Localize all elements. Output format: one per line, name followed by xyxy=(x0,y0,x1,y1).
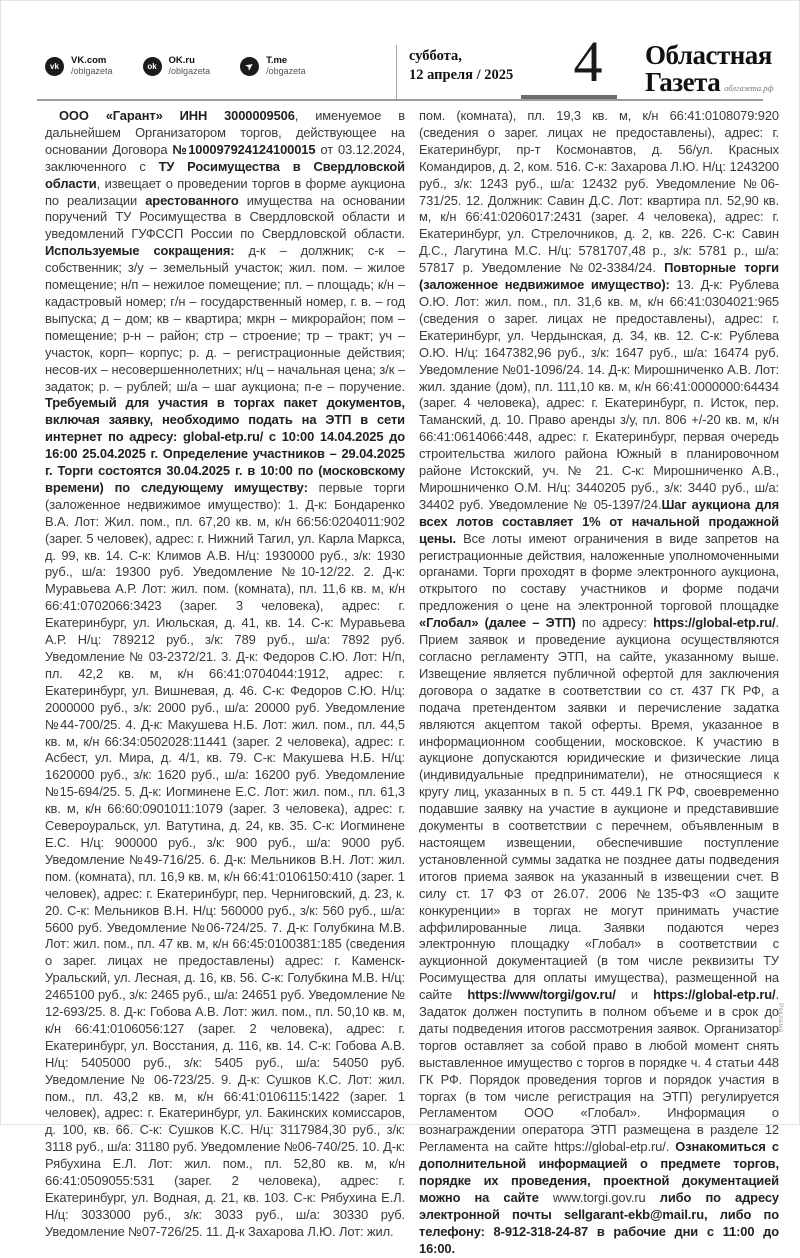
advertisement-marker: Реклама xyxy=(777,1003,784,1033)
issue-date-weekday: суббота, xyxy=(409,48,462,64)
telegram-plane-glyph: ➤ xyxy=(243,59,256,72)
vk-icon: vk xyxy=(45,57,64,76)
social-text-vk xyxy=(71,55,113,77)
page-number: 4 xyxy=(573,29,603,94)
social-item-vk xyxy=(45,55,113,77)
social-handle-label: /obgazeta xyxy=(266,66,306,76)
telegram-icon xyxy=(240,57,259,76)
masthead-title-line2 xyxy=(645,69,774,102)
masthead-title-line1: Областная xyxy=(645,40,772,70)
article-column-1: ООО «Гарант» ИНН 3000009506, именуемое в дальнейшем Организатором торгов, действующее на основании Договора №100097924124100015 от 03.12.2024, заключенного с ТУ Росимущества в Свердловской области, извещает о проведении торгов в форме аукциона по реализации арестованного имущества на основании поручений ТУ Росимущества в Свердловской области и уведомлений ГУФССП России по Свердловской области. Используемые сокращения: д-к – должник; с-к – собственник; з/у – земельный участок; жил. пом. – жилое помещение; н/п – нежилое помещение; пл. – площадь; к/н – кадастровый номер; г/н – государственный номер, г. в. – год выпуска; д – дом; кв – квартира; мкрн – микрорайон; пом – помещение; р-н – район; стр – строение; тр – тракт; уч – участок, корп– корпус; р. д. – регистрационные действия; несов-их – несовершеннолетних; н/ц – начальная цена; з/к – задаток; р. – рублей; ш/а – шаг аукциона; п-е – поручение. Требуемый для участия в торгах пакет документов, включая заявку, необходимо подать на ЭТП в сети интернет по адресу: global-etp.ru/ с 10:00 14.04.2025 до 16:00 25.04.2025 г. Определение участников – 29.04.2025 г. Торги состоятся 30.04.2025 г. в 10:00 по (московскому времени) по следующему имуществу: первые торги (заложенное недвижимое имущество): 1. Д-к: Бондаренко В.А. Лот: Жил. пом., пл. 67,20 кв. м, к/н 66:56:0204011:902 (зарег. 5 человек), адрес: г. Нижний Тагил, ул. Карла Маркса, д. 99, кв. 14. С-к: Климов А.В. Н/ц: 1930000 руб., з/к: 1930 руб., ш/а: 19300 руб. Уведомление №10-12/22. 2. Д-к: Муравьева А.Р. Лот: жил. пом. (комната), пл. 11,6 кв. м, к/н 66:41:0702066:3423 (зарег. 3 человека), адрес: г. Екатеринбург, ул. Июльская, д. 41, кв. 14. С-к: Муравьева А.Р. Н/ц: 789212 руб., з/к: 789 руб., ш/а: 7892 руб. Уведомление № 03-2372/21. 3. Д-к: Федоров С.Ю. Лот: Н/п, пл. 42,2 кв. м, к/н 66:41:0704044:1912, адрес: г. Екатеринбург, ул. Вишневая, д. 46. С-к: Федоров С.Ю. Н/ц: 2000000 руб., з/к: 2000 руб., ш/а: 20000 руб. Уведомление №44-700/25. 4. Д-к: Макушева Н.Б. Лот: жил. пом., пл. 44,5 кв. м, к/н 66:34:0502028:11441 (зарег. 2 человека), адрес: г. Асбест, ул. Мира, д. 4/1, кв. 79. С-к: Макушева Н.Б. Н/ц: 1620000 руб., з/к: 1620 руб., ш/а: 16200 руб. Уведомление №15-694/25. 5. Д-к: Иогминене Е.С. Лот: жил. пом., пл. 61,3 кв. м, к/н 66:60:0901011:1079 (зарег. 3 человека), адрес: г. Североуральск, ул. Ватутина, д. 24, кв. 35. С-к: Иогминене Е.С. Н/ц: 900000 руб., з/к: 900 руб., ш/а: 9000 руб. Уведомление №49-716/25. 6. Д-к: Мельников В.Н. Лот: жил. пом. (комната), пл. 16,9 кв. м, к/н 66:41:0106150:410 (зарег. 1 человек), адрес: г. Екатеринбург, пер. Черниговский, д. 23, к. 20. С-к: Мельников В.Н. Н/ц: 560000 руб., з/к: 560 руб., ш/а: 5600 руб. Уведомление №06-724/25. 7. Д-к: Голубкина М.В. Лот: жил. пом., пл. 47 кв. м, к/н 66:45:0100381:185 (сведения о зарег. лицах не предоставлены) адрес: г. Каменск-Уральский, ул. Лесная, д. 16, кв. 56. С-к: Голубкина М.В. Н/ц: 2465100 руб., з/к: 2465 руб., ш/а: 24651 руб. Уведомление № 12-693/25. 8. Д-к: Гобова А.В. Лот: жил. пом., пл. 50,10 кв. м, к/н 66:41:0106056:127 (зарег. 2 человека), адрес: г. Екатеринбург, ул. Восстания, д. 116, кв. 14. С-к: Гобова А.В. Н/ц: 5405000 руб., з/к: 5405 руб., ш/а: 54050 руб. Уведомление № 06-723/25. 9. Д-к: Сушков К.С. Лот: жил. пом., пл. 43,2 кв. м, к/н 66:41:0106115:1422 (зарег. 1 человек), адрес: г. Екатеринбург, ул. Бакинских комиссаров, д. 100, кв. 66. С-к: Сушков К.С. Н/ц: 3117984,30 руб., з/к: 3118 руб., ш/а: 31180 руб. Уведомление №06-740/25. 10. Д-к: Рябухина Е.Л. Лот: жил. пом., пл. 52,80 кв. м, к/н 66:41:0509055:531 (зарег. 2 человека), адрес: г. Екатеринбург, ул. Водная, д. 21, кв. 103. С-к: Рябухина Е.Л. Н/ц: 3033000 руб., з/к: 3033 руб., ш/а: 30330 руб. Уведомление №07-726/25. 11. Д-к Захарова Л.Ю. Лот: жил. xyxy=(45,108,406,1239)
social-network-label: T.me xyxy=(266,55,288,66)
ok-icon: ok xyxy=(143,57,162,76)
social-network-label: OK.ru xyxy=(168,55,195,66)
newspaper-masthead xyxy=(645,42,774,102)
social-text-ok xyxy=(169,55,211,77)
issue-date xyxy=(409,47,513,85)
masthead-title-word: Газета xyxy=(645,67,721,97)
social-item-ok xyxy=(143,55,211,77)
header-vertical-divider xyxy=(396,45,397,100)
article-column-2: пом. (комната), пл. 19,3 кв. м, к/н 66:41:0108079:920 (сведения о зарег. лицах не предоставлены), адрес: г. Екатеринбург, пр-т Космонавтов, д. 56/ул. Красных Командиров, д. 2, ком. 516. С-к: Захарова Л.Ю. Н/ц: 1243200 руб., з/к: 1243 руб., ш/а: 12432 руб. Уведомление №06-731/25. 12. Должник: Савин Д.С. Лот: квартира пл. 52,90 кв. м, к/н 66:41:0206017:2431 (зарег. 4 человека), адрес: г. Екатеринбург, ул. Стрелочников, д. 2, кв. 226. С-к: Савин Д.С., Лагутина М.С. Н/ц: 5781707,48 р., з/к: 5781 р., ш/а: 57817 р. Уведомление №02-3384/24. Повторные торги (заложенное недвижимое имущество): 13. Д-к: Рублева О.Ю. Лот: жил. пом., пл. 31,6 кв. м, к/н 66:41:0304021:965 (сведения о зарег. лицах не предоставлены), адрес: г. Екатеринбург, ул. Чердынская, д. 34, кв. 12. С-к: Рублева О.Ю. Н/ц: 1647382,96 руб., з/к: 1647 руб., ш/а: 16474 руб. Уведомление №01-1096/24. 14. Д-к: Мирошниченко А.В. Лот: жил. здание (дом), пл. 111,10 кв. м, к/н 66:41:0000000:64434 (зарег. 4 человека), адрес: г. Екатеринбург, п. Исток, пер. Таманский, д. 10. Право аренды з/у, пл. 806 +/-20 кв. м, к/н 66:41:0614066:448, адрес: г. Екатеринбург, первая очередь строительства жилого района Южный в планировочном районе Истокский, уч. № 21. С-к: Мирошниченко А.В., Мирошниченко О.М. Н/ц: 3440205 руб., з/к: 3440 руб., ш/а: 34402 руб. Уведомление № 05-1397/24.Шаг аукциона для всех лотов составляет 1% от начальной продажной цены. Все лоты имеют ограничения в виде запретов на регистрационные действия, наложенные уполномоченными органами. Торги проходят в форме электронного аукциона, открытого по составу участников и форме подачи предложения о цене на электронной торговой площадке «Глобал» (далее – ЭТП) по адресу: https://global-etp.ru/. Прием заявок и проведение аукциона осуществляются согласно регламенту ЭТП, на сайте, указанному выше. Извещение является публичной офертой для заключения договора о задатке в соответствии со ст. 437 ГК РФ, а подача претендентом заявки и перечисление задатка являются акцептом такой оферты. Время, указанное в информационном сообщении, московское. К участию в аукционе допускаются юридические и физические лица (индивидуальные предприниматели), не относящиеся к кругу лиц, указанных в п. 5 ст. 449.1 ГК РФ, своевременно подавшие заявку на участие в аукционе и представившие документы в соответствии с перечнем, объявленным в настоящем извещении, обеспечившие поступление установленной суммы задатка не позднее даты подведения итогов приема заявок на указанный в извещении счет. В силу ст. 17 ФЗ от 26.07. 2006 №135-ФЗ «О защите конкуренции» в торгах не могут принимать участие аффилированные лица. Заявки подаются через электронную площадку «Глобал» в соответствии с аукционной документацией (в том числе реквизиты ТУ Росимущества для оплаты имущества), размещенной на сайте https://www/torgi/gov.ru/ и https://global-etp.ru/. Задаток должен поступить в полном объеме и в срок до даты подведения итогов рассмотрения заявок. Организатор торгов оставляет за собой право в любой момент снять выставленное имущество с торгов в порядке ч. 4 статьи 448 ГК РФ. Порядок проведения торгов и порядок участия в торгах (в том числе регистрация на ЭТП) регулируется Регламентом ООО «Глобал». Информация о вознаграждении оператора ЭТП размещена в разделе 12 Регламента на сайте https://global-etp.ru/. Ознакомиться с дополнительной информацией о предмете торгов, порядке их проведения, проектной документацией можно на сайте www.torgi.gov.ru либо по адресу электронной почты sellgarant-ekb@mail.ru, либо по телефону: 8-912-318-24-87 в рабочие дни с 11:00 до 16:00. xyxy=(419,108,779,1256)
social-item-telegram xyxy=(240,55,306,77)
issue-date-full: 12 апреля / 2025 xyxy=(409,67,514,83)
auction-notice-article xyxy=(45,108,779,1258)
social-handle-label: /oblgazeta xyxy=(71,66,113,76)
social-network-label: VK.com xyxy=(71,55,107,66)
social-text-telegram xyxy=(266,55,306,77)
social-handle-label: /oblgazeta xyxy=(168,66,211,76)
social-links-row xyxy=(45,55,306,77)
masthead-site-url: облгазета.рф xyxy=(724,83,774,93)
